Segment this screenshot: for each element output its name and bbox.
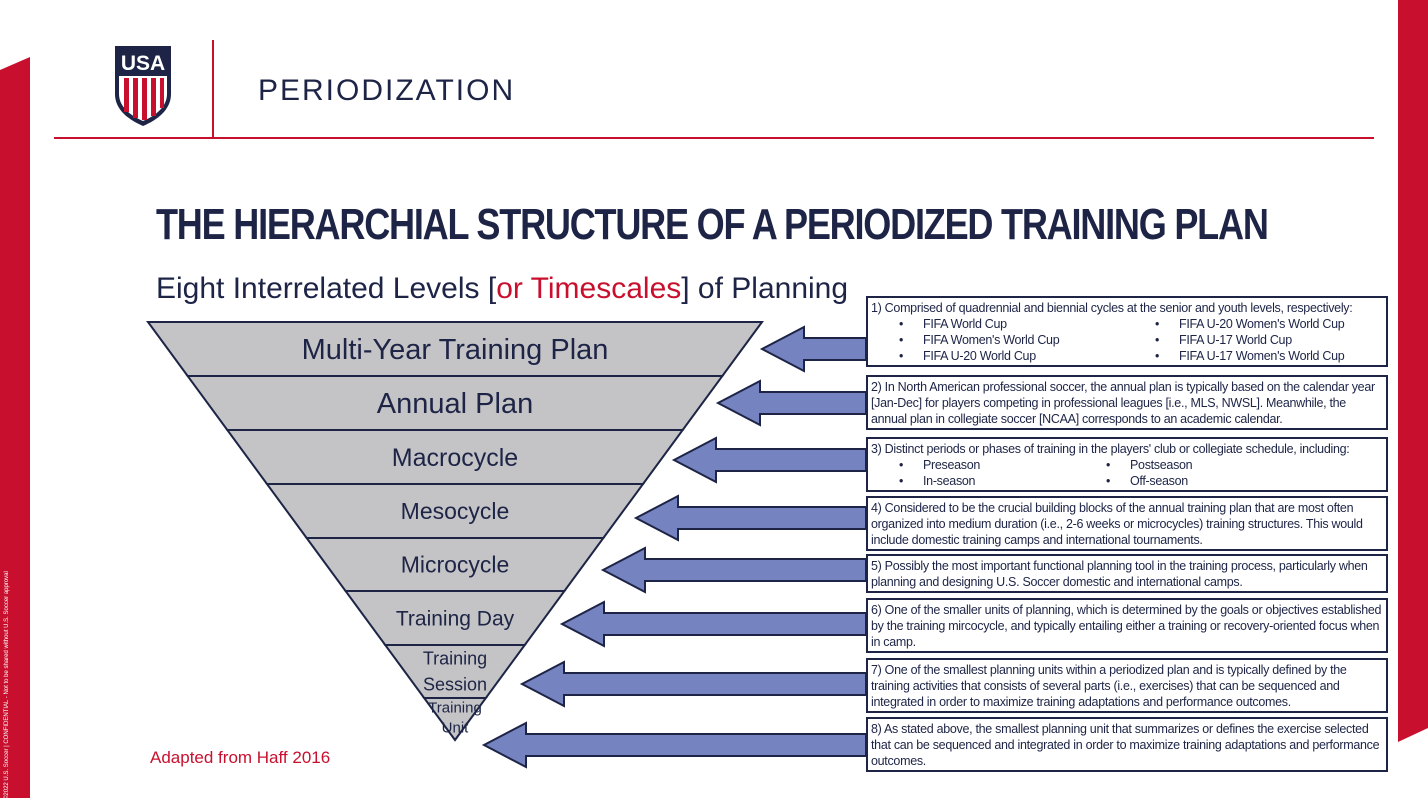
level-arrow-2 [718,381,866,425]
description-box-4 [866,496,1388,551]
bullet-list [871,316,1383,364]
pyramid-level-label: Training Session [422,648,488,695]
list-item: • In-season [871,473,1078,489]
page-title: PERIODIZATION [258,74,516,107]
level-arrow-5 [603,548,866,592]
level-arrow-1 [762,327,866,371]
description-box-1 [866,296,1388,367]
list-item: • Off-season [1078,473,1383,489]
main-heading: THE HIERARCHIAL STRUCTURE OF A PERIODIZED TRAINING PLAN [156,200,1268,249]
description-text: 5) Possibly the most important functional planning tool in the training process, particularly when planning and designing U.S. Soccer domestic and international camps. [871,559,1368,589]
description-text: 4) Considered to be the crucial building blocks of the annual training plan that are most often organized into medium duration (i.e., 2-6 weeks or microcycles) training structures. This would include domestic training camps and international tournaments. [871,501,1363,547]
pyramid-level-label: Mesocycle [400,498,510,525]
description-box-2 [866,375,1388,430]
description-text: 7) One of the smallest planning units within a periodized plan and is typically defined by the training activities that consists of several parts (i.e., exercises) that can be sequenced and integrated in order to maximize training adaptations and performance outcomes. [871,663,1347,709]
pyramid-level-label: Training Unit [428,699,482,737]
description-box-7 [866,658,1388,713]
subtitle-accent: or Timescales [496,272,682,305]
description-box-5 [866,554,1388,593]
list-item: • FIFA U-20 Women's World Cup [1127,316,1383,332]
pyramid-level-label: Training Day [395,607,515,631]
description-box-6 [866,598,1388,653]
level-arrow-7 [522,662,866,706]
level-arrow-3 [674,438,866,482]
level-arrow-6 [562,602,866,646]
description-text: 1) Comprised of quadrennial and biennial cycles at the senior and youth levels, respectively: [871,301,1353,315]
bullet-list [871,457,1383,489]
list-item: • Postseason [1078,457,1383,473]
description-text: 2) In North American professional soccer, the annual plan is typically based on the calendar year [Jan-Dec] for players competing in professional leagues [i.e., MLS, NWSL]. Meanwhile, the annual plan in collegiate soccer [NCAA] corresponds to an academic calendar. [871,380,1375,426]
list-item: • FIFA World Cup [871,316,1127,332]
pyramid-level-label: Annual Plan [376,388,534,421]
subtitle-part2: ] of Planning [681,272,849,305]
pyramid-level-label: Multi-Year Training Plan [301,334,609,367]
pyramid-level-label: Microcycle [400,551,510,578]
pyramid-level-label: Macrocycle [391,443,519,472]
subtitle-part1: Eight Interrelated Levels [ [156,272,497,305]
description-box-8 [866,717,1388,772]
description-text: 6) One of the smaller units of planning, which is determined by the goals or objectives established by the training mircocycle, and typically entailing either a training or recovery-oriented focus when in camp. [871,603,1382,649]
level-arrow-4 [636,496,866,540]
level-arrow-8 [484,723,866,767]
description-box-3 [866,437,1388,492]
list-item: • FIFA U-17 World Cup [1127,332,1383,348]
list-item: • FIFA U-20 World Cup [871,348,1127,364]
list-item: • FIFA U-17 Women's World Cup [1127,348,1383,364]
source-credit: Adapted from Haff 2016 [150,748,331,767]
logo-text: USA [120,52,166,75]
description-text: 3) Distinct periods or phases of training in the players' club or collegiate schedule, including: [871,442,1350,456]
description-text: 8) As stated above, the smallest planning unit that summarizes or defines the exercise selected that can be sequenced and integrated in order to maximize training adaptations and performance outcomes. [871,722,1380,768]
list-item: • FIFA Women's World Cup [871,332,1127,348]
list-item: • Preseason [871,457,1078,473]
confidential-note: ©2022 U.S. Soccer | CONFIDENTIAL - Not to be shared without U.S. Soccer approval [4,571,10,800]
